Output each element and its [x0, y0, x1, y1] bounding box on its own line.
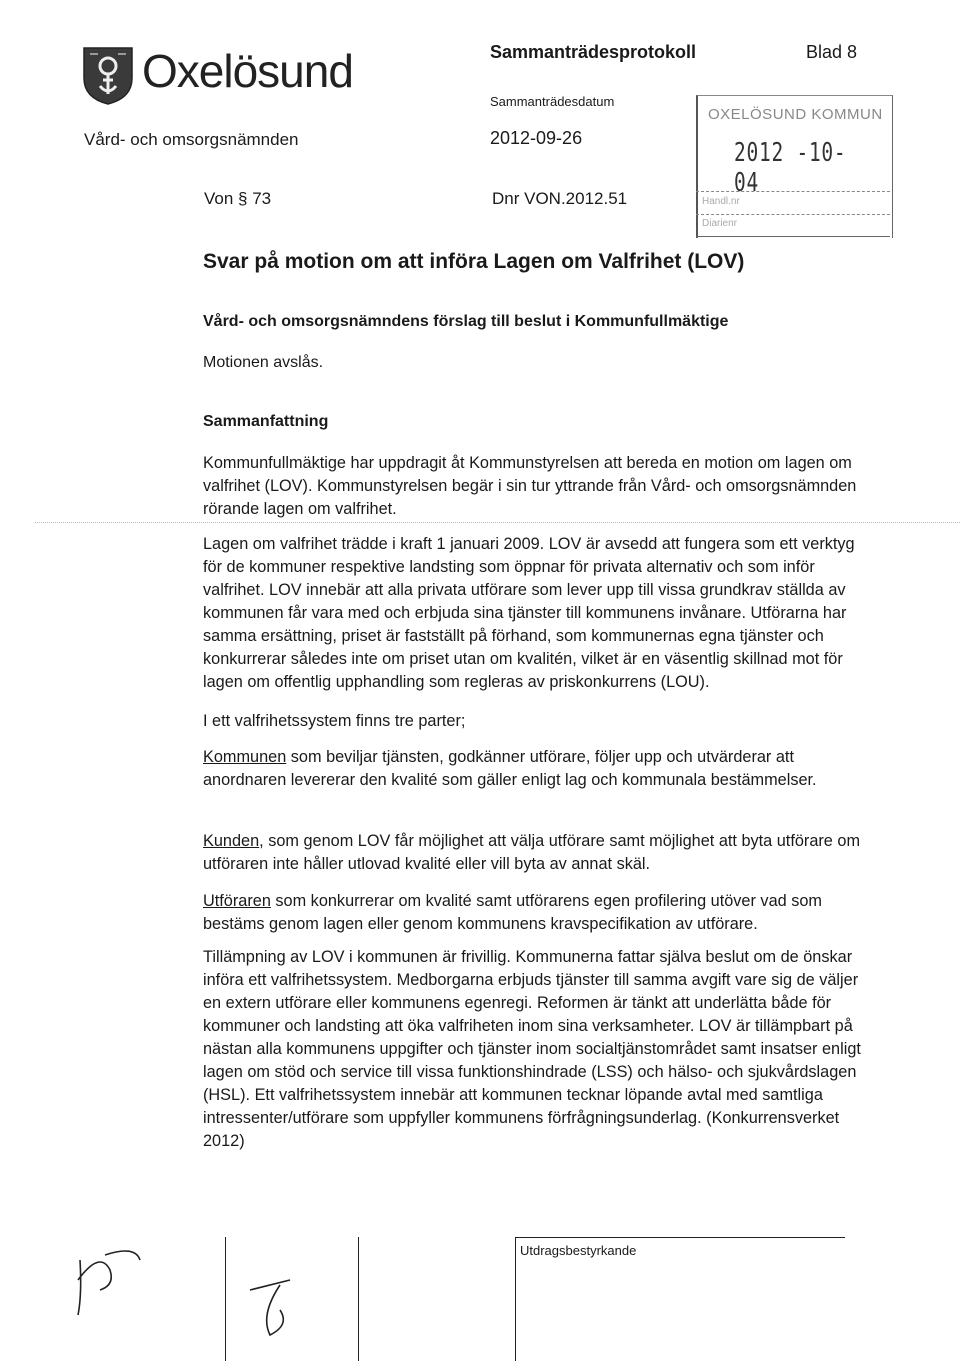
meeting-date-label: Sammanträdesdatum [490, 94, 615, 109]
paragraph-provider-text: som konkurrerar om kvalité samt utförarens egen profilering utöver vad som bestäms genom lagen eller genom kommunens kravspecifikation av utförare. [203, 892, 822, 933]
stamp-organisation: OXELÖSUND KOMMUN [708, 106, 883, 123]
paragraph-municipality-text: som beviljar tjänsten, godkänner utförare, följer upp och utvärderar att anordnaren levererar den kvalité som gäller enligt lag och kommunala bestämmelser. [203, 748, 817, 789]
section-reference: Von § 73 [204, 189, 272, 208]
paragraph-assignment: Kommunfullmäktige har uppdragit åt Kommunstyrelsen att bereda en motion om lagen om valfrihet (LOV). Kommunstyrelsen begär i sin tur yttrande från Vård- och omsorgsnämnden rörande lagen om valfrihet. [203, 454, 857, 518]
term-customer: Kunden [203, 832, 260, 850]
scan-divider [35, 522, 960, 523]
stamp-divider [696, 191, 890, 192]
proposal-heading: Vård- och omsorgsnämndens förslag till beslut i Kommunfullmäktige [203, 313, 729, 330]
received-stamp [696, 95, 893, 238]
signature-divider [515, 1237, 516, 1361]
paragraph-municipality [203, 746, 863, 792]
signature-divider [358, 1237, 359, 1361]
paragraph-provider [203, 890, 863, 936]
stamp-divider [696, 236, 890, 237]
document-type: Sammanträdesprotokoll [490, 42, 697, 62]
initials-signature-1 [60, 1240, 150, 1320]
meeting-date: 2012-09-26 [490, 128, 583, 148]
coat-of-arms-icon [80, 44, 136, 106]
summary-heading: Sammanfattning [203, 413, 329, 430]
document-title: Svar på motion om att införa Lagen om Valfrihet (LOV) [203, 250, 745, 273]
decision-text: Motionen avslås. [203, 354, 324, 371]
paragraph-lov-description: Lagen om valfrihet trädde i kraft 1 januari 2009. LOV är avsedd att fungera som ett verktyg för de kommuner respektive landsting som öppnar för privata alternativ och som inför valfrihet. LOV innebär att alla privata utförare som lever upp till vissa grundkrav ställda av kommunen får vara med och erbjuda sina tjänster till kommunens invånare. Utförarna har samma ersättning, priset är fastställt på förhand, som kommunernas egna tjänster och konkurrerar således inte om priset utan om kvalitén, vilket är en väsentlig skillnad mot för lagen om offentlig upphandling som regleras av priskonkurrens (LOU). [203, 535, 855, 691]
paragraph-customer-text: , som genom LOV får möjlighet att välja utförare samt möjlighet att byta utförare om utföraren inte håller utlovad kvalité eller vill byta av annat skäl. [203, 832, 861, 873]
paragraph-parties-intro: I ett valfrihetssystem finns tre parter; [203, 712, 466, 730]
initials-signature-2 [220, 1240, 310, 1340]
stamp-field-diarienr: Diarienr [702, 218, 738, 229]
municipality-logo [80, 40, 380, 110]
registration-number: Dnr VON.2012.51 [492, 189, 628, 208]
stamp-date: 2012 -10- 04 [734, 138, 847, 198]
stamp-field-handlnr: Handl.nr [702, 196, 740, 207]
paragraph-application: Tillämpning av LOV i kommunen är frivillig. Kommunerna fattar själva beslut om de önskar införa ett valfrihetssystem. Medborgarna erbjuds tjänster till samma avgift vare sig de väljer en extern utförare eller kommunens egenregi. Reformen är tänkt att underlätta både för kommuner och landsting att öka valfriheten inom sina verksamheter. LOV är tillämpbart på nästan alla kommunens uppgifter och tjänster inom socialtjänstområdet samt insatser enligt lagen om stöd och service till vissa funktionshindrade (LSS) och hälso- och sjukvårdslagen (HSL). Ett valfrihetssystem innebär att kommunen tecknar löpande avtal med samtliga intressenter/utförare som uppfyller kommunens förfrågningsunderlag. (Konkurrensverket 2012) [203, 948, 861, 1150]
signature-footer [40, 1225, 960, 1361]
logo-wordmark: Oxelösund [142, 45, 353, 97]
excerpt-box-top [515, 1237, 845, 1238]
stamp-divider [696, 214, 890, 215]
paragraph-customer [203, 830, 863, 876]
department-name: Vård- och omsorgsnämnden [84, 130, 299, 149]
page-label: Blad 8 [806, 42, 858, 62]
term-municipality: Kommunen [203, 748, 287, 766]
term-provider: Utföraren [203, 892, 271, 910]
excerpt-label: Utdragsbestyrkande [520, 1243, 637, 1258]
